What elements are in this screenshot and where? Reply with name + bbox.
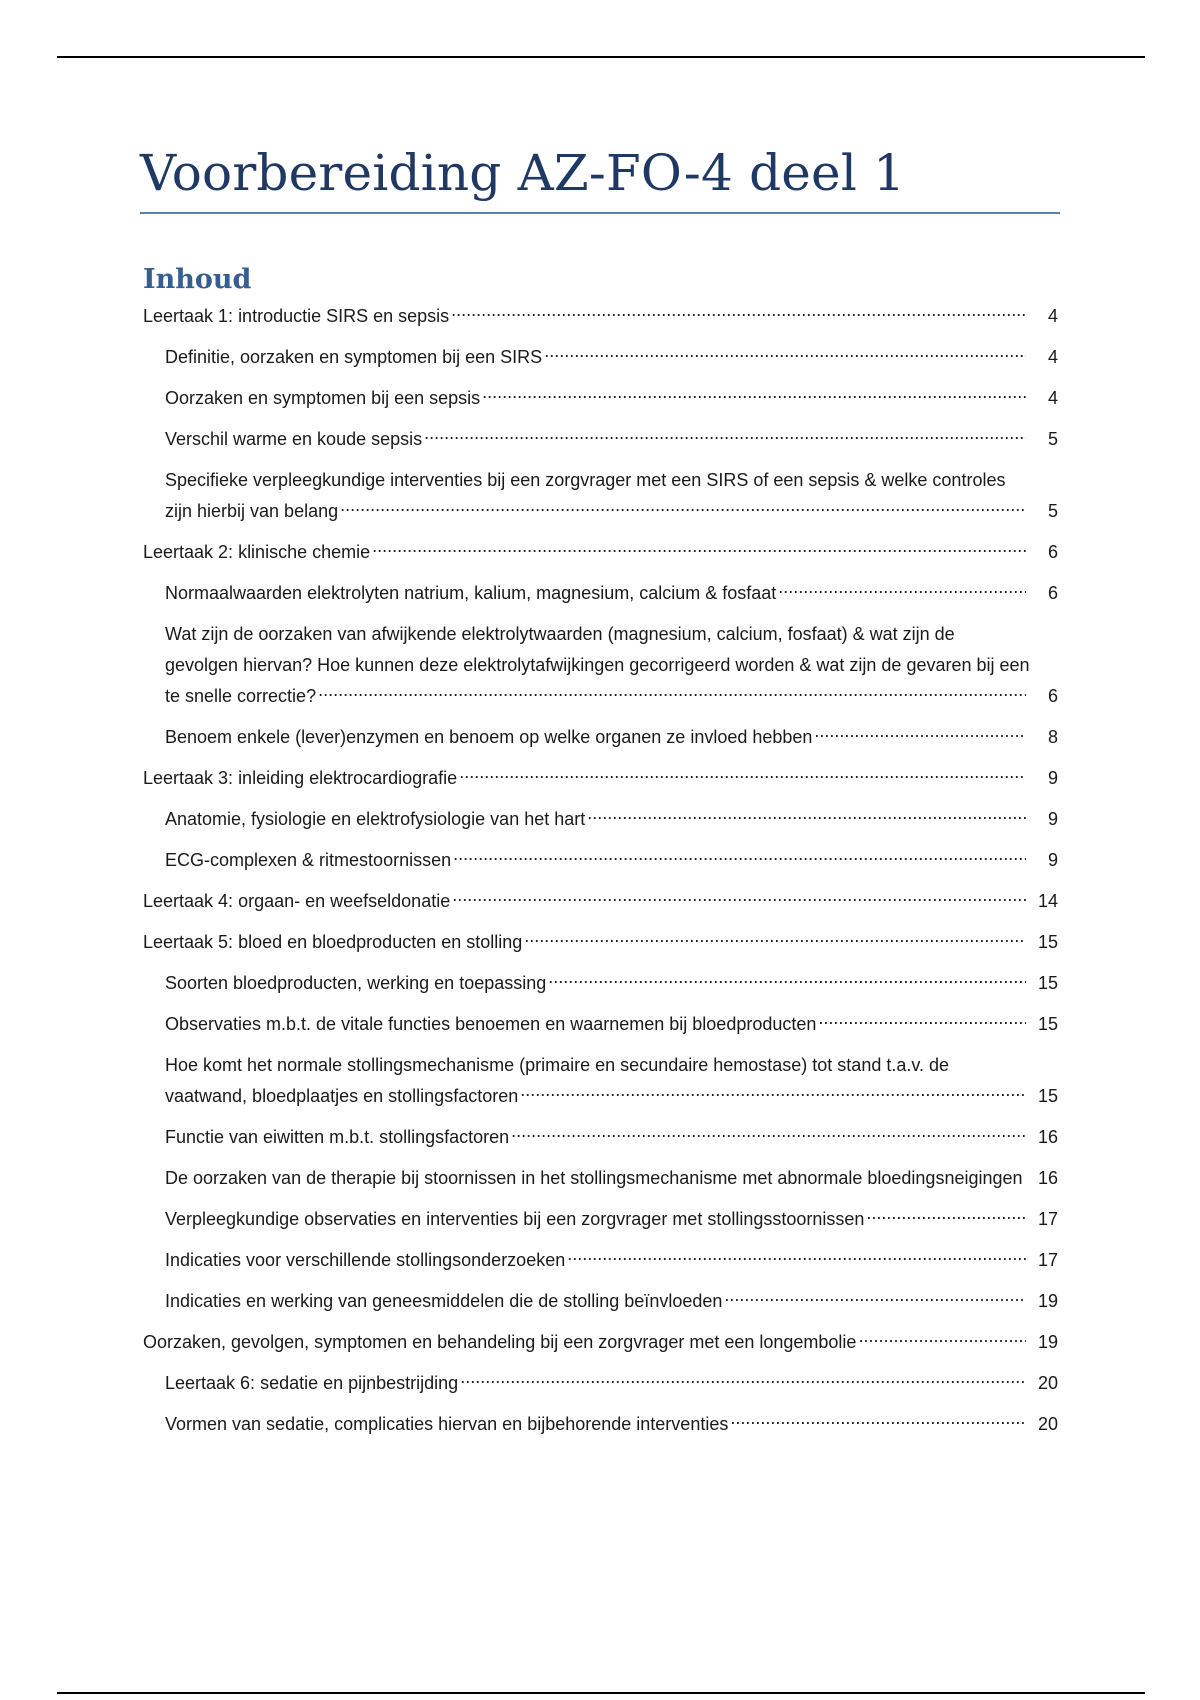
toc-page-number: 20 bbox=[1026, 1409, 1058, 1440]
toc-entry-text: Leertaak 1: introductie SIRS en sepsis ..... bbox=[143, 306, 449, 326]
toc-page-number: 17 bbox=[1026, 1245, 1058, 1276]
toc-entry[interactable] bbox=[165, 342, 1058, 373]
toc-entry[interactable] bbox=[165, 1204, 1058, 1235]
toc-page-number: 5 bbox=[1026, 424, 1058, 455]
toc-entry-text: Leertaak 2: klinische chemie ..... bbox=[143, 542, 370, 562]
toc-entry-text: Oorzaken, gevolgen, symptomen en behandeling bij een zorgvrager met een longembolie ..... bbox=[143, 1332, 856, 1352]
toc-entry[interactable] bbox=[165, 722, 1058, 753]
toc-entry[interactable] bbox=[165, 1009, 1058, 1040]
table-of-contents bbox=[143, 301, 1058, 1450]
document-title: Voorbereiding AZ-FO-4 deel 1 bbox=[140, 144, 906, 202]
toc-entry-text: Leertaak 4: orgaan- en weefseldonatie ..... bbox=[143, 891, 450, 911]
toc-page-number: 6 bbox=[1026, 681, 1058, 712]
toc-entry[interactable] bbox=[165, 424, 1058, 455]
toc-entry-text: Leertaak 6: sedatie en pijnbestrijding ..... bbox=[165, 1373, 458, 1393]
toc-entry-text: Indicaties voor verschillende stollingsonderzoeken ..... bbox=[165, 1250, 565, 1270]
toc-entry-text: Functie van eiwitten m.b.t. stollingsfactoren ..... bbox=[165, 1127, 509, 1147]
toc-entry[interactable] bbox=[143, 1327, 1058, 1358]
toc-entry-text: Observaties m.b.t. de vitale functies benoemen en waarnemen bij bloedproducten ..... bbox=[165, 1014, 816, 1034]
header-rule bbox=[57, 56, 1145, 58]
toc-entry-text: Verpleegkundige observaties en interventies bij een zorgvrager met stollingsstoornissen ..... bbox=[165, 1209, 864, 1229]
toc-entry-text: Definitie, oorzaken en symptomen bij een SIRS ..... bbox=[165, 347, 542, 367]
toc-entry-text: Specifieke verpleegkundige interventies bij een zorgvrager met een SIRS of een sepsis & welke controles zijn hierbij van belang ..... bbox=[165, 470, 1005, 521]
toc-page-number: 9 bbox=[1026, 804, 1058, 835]
toc-page-number: 4 bbox=[1026, 301, 1058, 332]
toc-entry-text: Vormen van sedatie, complicaties hiervan en bijbehorende interventies ..... bbox=[165, 1414, 728, 1434]
toc-page-number: 16 bbox=[1026, 1122, 1058, 1153]
toc-entry[interactable] bbox=[165, 1368, 1058, 1399]
toc-page-number: 16 bbox=[1026, 1163, 1058, 1194]
toc-page-number: 9 bbox=[1026, 763, 1058, 794]
toc-entry-text: Leertaak 5: bloed en bloedproducten en stolling ..... bbox=[143, 932, 522, 952]
toc-page-number: 6 bbox=[1026, 578, 1058, 609]
toc-page-number: 4 bbox=[1026, 342, 1058, 373]
toc-page-number: 6 bbox=[1026, 537, 1058, 568]
toc-entry[interactable] bbox=[165, 1245, 1058, 1276]
toc-entry-text: Oorzaken en symptomen bij een sepsis ..... bbox=[165, 388, 480, 408]
title-underline bbox=[140, 212, 1060, 214]
toc-entry-text: Wat zijn de oorzaken van afwijkende elektrolytwaarden (magnesium, calcium, fosfaat) & wat zijn de gevolgen hiervan? Hoe kunnen deze elektrolytafwijkingen gecorrigeerd worden & wat zijn de gevaren bij een te snelle correctie? ..... bbox=[165, 624, 1030, 706]
toc-entry[interactable] bbox=[165, 1286, 1058, 1317]
toc-page-number: 15 bbox=[1026, 1009, 1058, 1040]
toc-entry-text: Indicaties en werking van geneesmiddelen die de stolling beïnvloeden ..... bbox=[165, 1291, 722, 1311]
toc-entry[interactable] bbox=[143, 886, 1058, 917]
toc-page-number: 9 bbox=[1026, 845, 1058, 876]
footer-rule bbox=[57, 1692, 1145, 1694]
toc-page-number: 19 bbox=[1026, 1327, 1058, 1358]
toc-entry[interactable] bbox=[165, 619, 1058, 712]
toc-entry[interactable] bbox=[165, 845, 1058, 876]
toc-entry-text: De oorzaken van de therapie bij stoornissen in het stollingsmechanisme met abnormale bloedingsneigingen ..... bbox=[165, 1168, 1023, 1188]
toc-page-number: 20 bbox=[1026, 1368, 1058, 1399]
toc-heading: Inhoud bbox=[143, 264, 252, 295]
toc-entry[interactable] bbox=[143, 301, 1058, 332]
toc-entry-text: Hoe komt het normale stollingsmechanisme (primaire en secundaire hemostase) tot stand t.a.v. de vaatwand, bloedplaatjes en stollingsfactoren ..... bbox=[165, 1055, 949, 1106]
toc-page-number: 8 bbox=[1026, 722, 1058, 753]
toc-page-number: 15 bbox=[1026, 927, 1058, 958]
toc-entry[interactable] bbox=[165, 383, 1058, 414]
toc-page-number: 14 bbox=[1026, 886, 1058, 917]
toc-entry[interactable] bbox=[143, 763, 1058, 794]
toc-entry-text: Soorten bloedproducten, werking en toepassing ..... bbox=[165, 973, 546, 993]
toc-page-number: 15 bbox=[1026, 1081, 1058, 1112]
toc-entry-text: Anatomie, fysiologie en elektrofysiologie van het hart ..... bbox=[165, 809, 585, 829]
toc-entry-text: Verschil warme en koude sepsis ..... bbox=[165, 429, 422, 449]
toc-entry-text: Leertaak 3: inleiding elektrocardiografie ..... bbox=[143, 768, 457, 788]
toc-entry-text: Benoem enkele (lever)enzymen en benoem op welke organen ze invloed hebben ..... bbox=[165, 727, 812, 747]
toc-entry[interactable] bbox=[165, 1163, 1058, 1194]
toc-entry[interactable] bbox=[165, 465, 1058, 527]
toc-entry[interactable] bbox=[143, 537, 1058, 568]
toc-page-number: 19 bbox=[1026, 1286, 1058, 1317]
toc-entry[interactable] bbox=[143, 927, 1058, 958]
toc-page-number: 17 bbox=[1026, 1204, 1058, 1235]
toc-page-number: 4 bbox=[1026, 383, 1058, 414]
toc-entry[interactable] bbox=[165, 968, 1058, 999]
toc-entry-text: Normaalwaarden elektrolyten natrium, kalium, magnesium, calcium & fosfaat ..... bbox=[165, 583, 776, 603]
toc-entry[interactable] bbox=[165, 1122, 1058, 1153]
toc-entry[interactable] bbox=[165, 1050, 1058, 1112]
toc-entry-text: ECG-complexen & ritmestoornissen ..... bbox=[165, 850, 451, 870]
toc-entry[interactable] bbox=[165, 1409, 1058, 1440]
toc-page-number: 5 bbox=[1026, 496, 1058, 527]
toc-entry[interactable] bbox=[165, 804, 1058, 835]
toc-page-number: 15 bbox=[1026, 968, 1058, 999]
toc-entry[interactable] bbox=[165, 578, 1058, 609]
